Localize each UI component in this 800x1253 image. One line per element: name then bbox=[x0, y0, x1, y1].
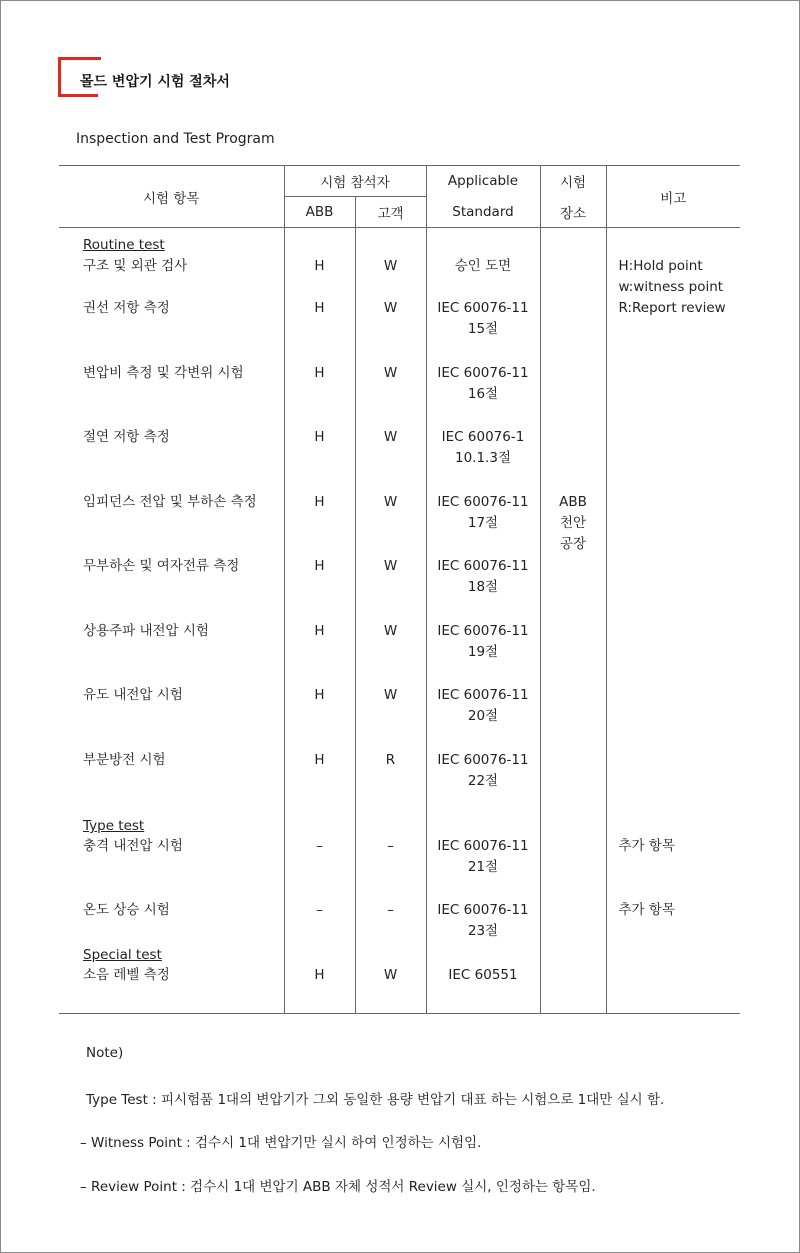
header-standard: Standard bbox=[426, 197, 540, 228]
abb-row-2: H bbox=[314, 300, 325, 316]
remark-witness-point: w:witness point bbox=[618, 279, 724, 295]
customer-row-8: W bbox=[383, 687, 398, 703]
inspection-test-table bbox=[59, 165, 740, 1014]
customer-row-10: – bbox=[387, 838, 394, 854]
customer-row-1: W bbox=[383, 258, 398, 274]
customer-row-2: W bbox=[383, 300, 398, 316]
standard-row-9: IEC 60076-11 bbox=[437, 752, 529, 768]
standard-row-2: IEC 60076-11 bbox=[437, 300, 529, 316]
abb-row-8: H bbox=[314, 687, 325, 703]
header-applicable: Applicable bbox=[426, 166, 540, 197]
customer-row-3: W bbox=[383, 365, 398, 381]
standard-row-1: 승인 도면 bbox=[454, 258, 512, 274]
item-row-7: 상용주파 내전압 시험 bbox=[83, 623, 209, 639]
clause-row-7: 19절 bbox=[467, 644, 499, 660]
standard-row-8: IEC 60076-11 bbox=[437, 687, 529, 703]
customer-row-5: W bbox=[383, 494, 398, 510]
page-title: 몰드 변압기 시험 절차서 bbox=[80, 74, 230, 90]
customer-row-11: – bbox=[387, 902, 394, 918]
abb-row-3: H bbox=[314, 365, 325, 381]
remark-row-11: 추가 항목 bbox=[618, 902, 675, 918]
standard-row-12: IEC 60551 bbox=[448, 967, 518, 983]
standard-column bbox=[426, 228, 540, 1014]
clause-row-2: 15절 bbox=[467, 321, 499, 337]
section-type-test: Type test bbox=[83, 818, 145, 834]
header-remarks: 비고 bbox=[606, 166, 740, 228]
standard-row-10: IEC 60076-11 bbox=[437, 838, 529, 854]
abb-column bbox=[284, 228, 355, 1014]
clause-row-9: 22절 bbox=[467, 773, 499, 789]
customer-row-6: W bbox=[383, 558, 398, 574]
item-row-5: 임피던스 전압 및 부하손 측정 bbox=[83, 494, 257, 510]
clause-row-10: 21절 bbox=[467, 859, 499, 875]
header-place-2: 장소 bbox=[540, 197, 606, 228]
clause-row-3: 16절 bbox=[467, 386, 499, 402]
standard-row-6: IEC 60076-11 bbox=[437, 558, 529, 574]
note-type-test: Type Test : 피시험품 1대의 변압기가 그외 동일한 용량 변압기 대표 하는 시험으로 1대만 실시 함. bbox=[86, 1092, 665, 1108]
page-subtitle: Inspection and Test Program bbox=[76, 131, 275, 147]
item-row-6: 무부하손 및 여자전류 측정 bbox=[83, 558, 240, 574]
customer-row-4: W bbox=[383, 429, 398, 445]
abb-row-7: H bbox=[314, 623, 325, 639]
standard-row-7: IEC 60076-11 bbox=[437, 623, 529, 639]
standard-row-11: IEC 60076-11 bbox=[437, 902, 529, 918]
abb-row-5: H bbox=[314, 494, 325, 510]
abb-row-6: H bbox=[314, 558, 325, 574]
item-row-2: 권선 저항 측정 bbox=[83, 300, 170, 316]
item-row-11: 온도 상승 시험 bbox=[83, 902, 170, 918]
clause-row-5: 17절 bbox=[467, 515, 499, 531]
remark-report-review: R:Report review bbox=[618, 300, 726, 316]
item-row-3: 변압비 측정 및 각변위 시험 bbox=[83, 365, 244, 381]
item-row-10: 충격 내전압 시험 bbox=[83, 838, 183, 854]
standard-row-4: IEC 60076-1 bbox=[441, 429, 525, 445]
abb-row-9: H bbox=[314, 752, 325, 768]
clause-row-11: 23절 bbox=[467, 923, 499, 939]
abb-row-11: – bbox=[316, 902, 323, 918]
item-row-12: 소음 레벨 측정 bbox=[83, 967, 170, 983]
item-row-4: 절연 저항 측정 bbox=[83, 429, 170, 445]
item-row-1: 구조 및 외관 검사 bbox=[83, 258, 188, 274]
abb-row-10: – bbox=[316, 838, 323, 854]
place-line-3: 공장 bbox=[559, 536, 587, 552]
remark-row-10: 추가 항목 bbox=[618, 838, 675, 854]
item-row-8: 유도 내전압 시험 bbox=[83, 687, 183, 703]
header-customer: 고객 bbox=[355, 197, 426, 228]
abb-row-4: H bbox=[314, 429, 325, 445]
customer-column bbox=[355, 228, 426, 1014]
header-abb: ABB bbox=[284, 197, 355, 228]
header-attendees: 시험 참석자 bbox=[284, 166, 426, 197]
remarks-column bbox=[606, 228, 740, 1014]
section-special-test: Special test bbox=[83, 947, 162, 963]
customer-row-9: R bbox=[385, 752, 396, 768]
note-witness-point: – Witness Point : 검수시 1대 변압기만 실시 하여 인정하는 시험임. bbox=[80, 1135, 482, 1151]
remark-hold-point: H:Hold point bbox=[618, 258, 703, 274]
abb-row-12: H bbox=[314, 967, 325, 983]
section-routine-test: Routine test bbox=[83, 237, 165, 253]
note-heading: Note) bbox=[86, 1045, 124, 1061]
customer-row-12: W bbox=[383, 967, 398, 983]
header-item: 시험 항목 bbox=[59, 166, 284, 228]
abb-row-1: H bbox=[314, 258, 325, 274]
clause-row-6: 18절 bbox=[467, 579, 499, 595]
note-review-point: – Review Point : 검수시 1대 변압기 ABB 자체 성적서 Review 실시, 인정하는 항목임. bbox=[80, 1179, 596, 1195]
item-row-9: 부분방전 시험 bbox=[83, 752, 166, 768]
place-line-2: 천안 bbox=[559, 515, 587, 531]
header-place: 시험 bbox=[540, 166, 606, 197]
clause-row-4: 10.1.3절 bbox=[455, 450, 511, 466]
place-line-1: ABB bbox=[559, 494, 587, 510]
customer-row-7: W bbox=[383, 623, 398, 639]
standard-row-5: IEC 60076-11 bbox=[437, 494, 529, 510]
place-column bbox=[540, 228, 606, 1014]
standard-row-3: IEC 60076-11 bbox=[437, 365, 529, 381]
items-column bbox=[59, 228, 284, 1014]
clause-row-8: 20절 bbox=[467, 708, 499, 724]
